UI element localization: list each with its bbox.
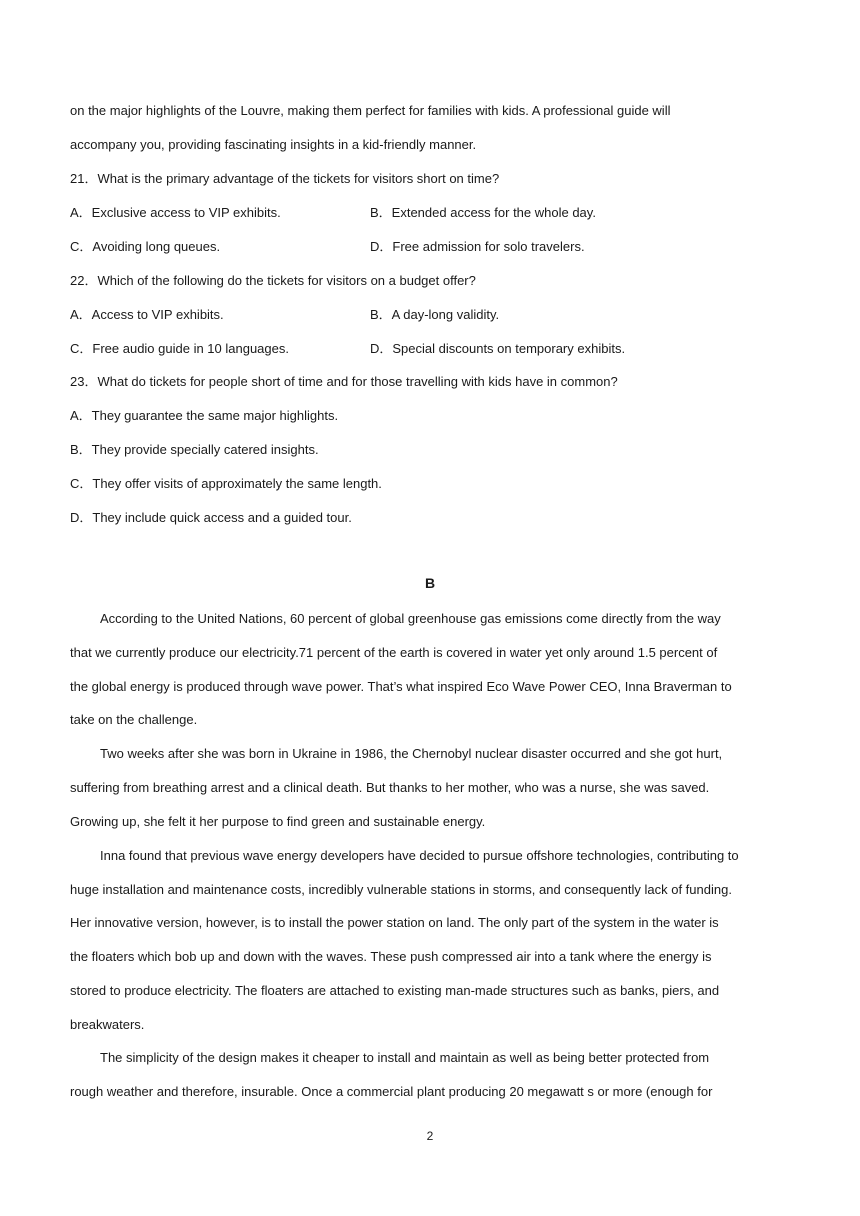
question-22-option-b: B．A day-long validity. <box>370 307 500 322</box>
intro-line-1: on the major highlights of the Louvre, making them perfect for families with kids. A professional guide will <box>70 103 671 118</box>
question-22-option-d: D．Special discounts on temporary exhibits. <box>370 341 626 356</box>
question-21-option-d: D．Free admission for solo travelers. <box>370 239 585 254</box>
passage-line: Two weeks after she was born in Ukraine in 1986, the Chernobyl nuclear disaster occurred and she got hurt, <box>100 746 723 761</box>
passage-line: According to the United Nations, 60 percent of global greenhouse gas emissions come directly from the way <box>100 611 721 626</box>
passage-line: Her innovative version, however, is to install the power station on land. The only part of the system in the water is <box>70 915 719 930</box>
passage-line: stored to produce electricity. The floaters are attached to existing man-made structures such as banks, piers, and <box>70 983 720 998</box>
passage-line: suffering from breathing arrest and a clinical death. But thanks to her mother, who was a nurse, she was saved. <box>70 780 710 795</box>
question-22-stem: 22．Which of the following do the tickets for visitors on a budget offer? <box>70 273 476 288</box>
passage-line: take on the challenge. <box>70 712 198 727</box>
question-23-option-a: A．They guarantee the same major highlights. <box>70 408 339 423</box>
passage-line: The simplicity of the design makes it cheaper to install and maintain as well as being better protected from <box>100 1050 710 1065</box>
passage-line: the floaters which bob up and down with the waves. These push compressed air into a tank where the energy is <box>70 949 712 964</box>
question-21-option-c: C．Avoiding long queues. <box>70 239 221 254</box>
question-23-stem: 23．What do tickets for people short of time and for those travelling with kids have in common? <box>70 374 618 389</box>
passage-line: that we currently produce our electricity.71 percent of the earth is covered in water yet only around 1.5 percent of <box>70 645 718 660</box>
passage-line: the global energy is produced through wave power. That’s what inspired Eco Wave Power CEO, Inna Braverman to <box>70 679 732 694</box>
passage-line: Inna found that previous wave energy developers have decided to pursue offshore technologies, contributing to <box>100 848 739 863</box>
intro-line-2: accompany you, providing fascinating insights in a kid-friendly manner. <box>70 137 477 152</box>
question-23-option-c: C．They offer visits of approximately the same length. <box>70 476 382 491</box>
passage-line: Growing up, she felt it her purpose to find green and sustainable energy. <box>70 814 486 829</box>
page-number: 2 <box>426 1129 434 1143</box>
passage-line: huge installation and maintenance costs, incredibly vulnerable stations in storms, and consequently lack of funding. <box>70 882 732 897</box>
question-23-option-b: B．They provide specially catered insights. <box>70 442 319 457</box>
question-23-option-d: D．They include quick access and a guided tour. <box>70 510 352 525</box>
question-21-option-a: A．Exclusive access to VIP exhibits. <box>70 205 281 220</box>
question-22-option-c: C．Free audio guide in 10 languages. <box>70 341 289 356</box>
section-b-heading: B <box>424 575 436 591</box>
question-22-option-a: A．Access to VIP exhibits. <box>70 307 224 322</box>
passage-line: breakwaters. <box>70 1017 145 1032</box>
passage-line: rough weather and therefore, insurable. Once a commercial plant producing 20 megawatt s or more (enough for <box>70 1084 713 1099</box>
question-21-stem: 21．What is the primary advantage of the tickets for visitors short on time? <box>70 171 500 186</box>
question-21-option-b: B．Extended access for the whole day. <box>370 205 596 220</box>
